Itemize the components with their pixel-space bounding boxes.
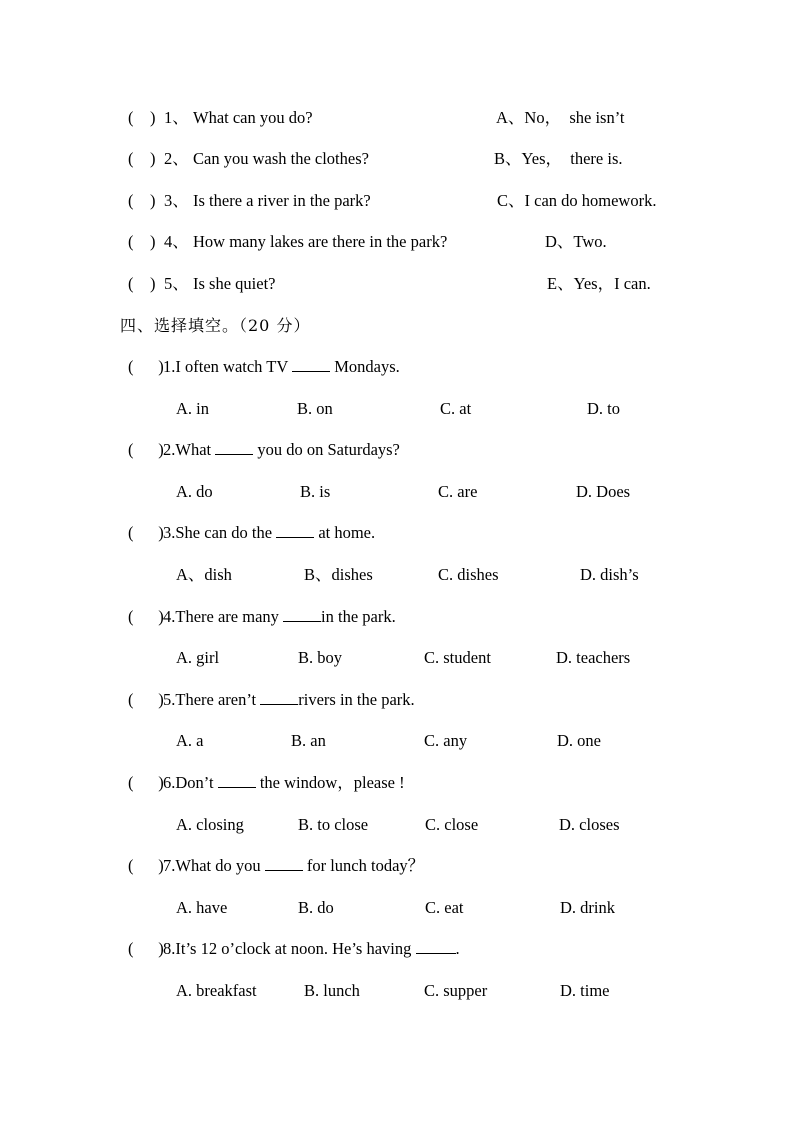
answer-option: A、No， she isn’t <box>496 108 625 127</box>
option-a[interactable]: A. do <box>176 482 213 501</box>
answer-blank[interactable] <box>260 687 298 705</box>
answer-bracket[interactable]: ( ) <box>128 108 156 127</box>
option-d[interactable]: D. Does <box>576 482 631 501</box>
choice-question-1 <box>0 354 794 380</box>
option-b[interactable]: B. do <box>298 898 334 917</box>
choice-question-6 <box>0 770 794 796</box>
question-text: Is there a river in the park? <box>193 191 371 210</box>
answer-blank[interactable] <box>218 770 256 788</box>
question-text <box>163 437 400 463</box>
choice-question-7 <box>0 853 794 879</box>
choice-question-5 <box>0 687 794 713</box>
choice-options-5 <box>0 728 794 754</box>
question-after: rivers in the park. <box>298 690 415 709</box>
answer-bracket[interactable]: ( ) <box>128 773 164 792</box>
question-before: 5.There aren’t <box>163 690 261 709</box>
answer-blank[interactable] <box>292 354 330 372</box>
answer-bracket[interactable]: ( ) <box>128 274 156 293</box>
match-item-4 <box>0 229 794 255</box>
question-text: How many lakes are there in the park? <box>193 232 448 251</box>
option-a[interactable]: A. in <box>176 399 209 418</box>
question-before: 8.It’s 12 o’clock at noon. He’s having <box>163 939 416 958</box>
option-b[interactable]: B. to close <box>298 815 369 834</box>
question-before: 1.I often watch TV <box>163 357 293 376</box>
question-after: Mondays. <box>330 357 400 376</box>
question-text <box>163 853 424 879</box>
answer-option: D、Two. <box>545 232 607 251</box>
option-c[interactable]: C. eat <box>425 898 464 917</box>
question-before: 4.There are many <box>163 607 284 626</box>
choice-question-2 <box>0 437 794 463</box>
option-d[interactable]: D. drink <box>560 898 615 917</box>
option-c[interactable]: C. are <box>438 482 478 501</box>
answer-bracket[interactable]: ( ) <box>128 440 164 459</box>
option-d[interactable]: D. teachers <box>556 648 631 667</box>
option-b[interactable]: B. boy <box>298 648 343 667</box>
question-text <box>163 354 400 380</box>
choice-options-3 <box>0 562 794 588</box>
choice-options-6 <box>0 812 794 838</box>
match-item-1 <box>0 105 794 131</box>
question-before: 2.What <box>163 440 216 459</box>
question-text: Is she quiet? <box>193 274 276 293</box>
option-d[interactable]: D. closes <box>559 815 620 834</box>
choice-options-1 <box>0 396 794 422</box>
option-b[interactable]: B、dishes <box>304 565 373 584</box>
answer-bracket[interactable]: ( ) <box>128 232 156 251</box>
question-after: for lunch today？ <box>302 856 425 875</box>
question-text <box>163 520 375 546</box>
answer-bracket[interactable]: ( ) <box>128 607 164 626</box>
answer-blank[interactable] <box>276 520 314 538</box>
question-before: 6.Don’t <box>163 773 218 792</box>
answer-option: C、I can do homework. <box>497 191 657 210</box>
answer-blank[interactable] <box>283 604 321 622</box>
choice-options-2 <box>0 479 794 505</box>
answer-bracket[interactable]: ( ) <box>128 523 164 542</box>
choice-options-8 <box>0 978 794 1004</box>
option-b[interactable]: B. is <box>300 482 331 501</box>
choice-options-7 <box>0 895 794 921</box>
option-a[interactable]: A、dish <box>176 565 232 584</box>
item-number: 1、 <box>164 108 189 127</box>
match-item-5 <box>0 271 794 297</box>
choice-options-4 <box>0 645 794 671</box>
item-number: 5、 <box>164 274 189 293</box>
option-b[interactable]: B. lunch <box>304 981 360 1000</box>
answer-blank[interactable] <box>215 437 253 455</box>
question-text <box>163 604 396 630</box>
answer-bracket[interactable]: ( ) <box>128 856 164 875</box>
option-c[interactable]: C. any <box>424 731 468 750</box>
question-after: the window，please ! <box>255 773 405 792</box>
question-before: 3.She can do the <box>163 523 277 542</box>
option-c[interactable]: C. at <box>440 399 472 418</box>
choice-question-3 <box>0 520 794 546</box>
question-after: . <box>455 939 460 958</box>
question-text: What can you do? <box>193 108 313 127</box>
choice-question-4 <box>0 604 794 630</box>
option-a[interactable]: A. have <box>176 898 228 917</box>
question-text <box>163 687 415 713</box>
answer-bracket[interactable]: ( ) <box>128 690 164 709</box>
question-after: in the park. <box>321 607 396 626</box>
option-a[interactable]: A. breakfast <box>176 981 257 1000</box>
question-text <box>163 770 405 796</box>
choice-question-8 <box>0 936 794 962</box>
option-a[interactable]: A. girl <box>176 648 220 667</box>
question-after: at home. <box>314 523 376 542</box>
option-c[interactable]: C. student <box>424 648 491 667</box>
option-b[interactable]: B. an <box>291 731 326 750</box>
option-d[interactable]: D. to <box>587 399 620 418</box>
question-text <box>163 936 460 962</box>
answer-bracket[interactable]: ( ) <box>128 149 156 168</box>
option-b[interactable]: B. on <box>297 399 333 418</box>
answer-option: B、Yes， there is. <box>494 149 623 168</box>
answer-blank[interactable] <box>416 936 456 954</box>
option-c[interactable]: C. close <box>425 815 479 834</box>
option-a[interactable]: A. closing <box>176 815 244 834</box>
option-c[interactable]: C. supper <box>424 981 488 1000</box>
item-number: 3、 <box>164 191 189 210</box>
item-number: 4、 <box>164 232 189 251</box>
match-item-2 <box>0 146 794 172</box>
answer-bracket[interactable]: ( ) <box>128 939 164 958</box>
option-d[interactable]: D. one <box>557 731 601 750</box>
option-a[interactable]: A. a <box>176 731 204 750</box>
answer-option: E、Yes，I can. <box>547 274 651 293</box>
question-after: you do on Saturdays? <box>253 440 400 459</box>
answer-bracket[interactable]: ( ) <box>128 357 164 376</box>
match-item-3 <box>0 188 794 214</box>
question-before: 7.What do you <box>163 856 265 875</box>
question-text: Can you wash the clothes? <box>193 149 369 168</box>
item-number: 2、 <box>164 149 189 168</box>
option-d[interactable]: D. time <box>560 981 610 1000</box>
answer-blank[interactable] <box>265 853 303 871</box>
section-heading: 四、选择填空。（20 分） <box>120 316 311 335</box>
answer-bracket[interactable]: ( ) <box>128 191 156 210</box>
option-d[interactable]: D. dish’s <box>580 565 639 584</box>
option-c[interactable]: C. dishes <box>438 565 499 584</box>
